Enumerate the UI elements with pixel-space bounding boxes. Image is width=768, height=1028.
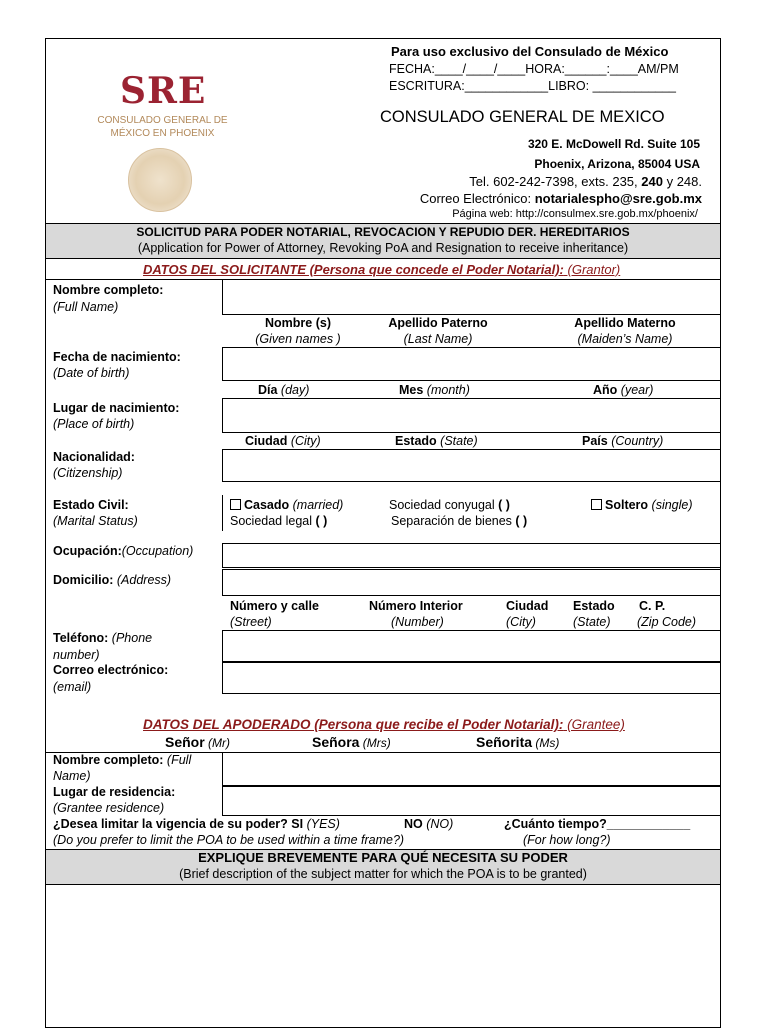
dob-label-en: (Date of birth) xyxy=(53,366,130,380)
exclusive-use-label: Para uso exclusivo del Consulado de México xyxy=(391,44,669,59)
occupation-input[interactable] xyxy=(222,543,721,568)
month-header: Mes (month) xyxy=(399,383,470,397)
email-label-en: (email) xyxy=(53,680,92,694)
single-option[interactable]: Soltero (single) xyxy=(591,498,693,512)
email-input[interactable] xyxy=(222,662,721,694)
country-header: País (Country) xyxy=(582,434,664,448)
email-label: Correo electrónico: xyxy=(53,663,169,677)
form-subtitle: (Application for Power of Attorney, Revoking PoA and Resignation to receive inheritance) xyxy=(137,241,629,255)
single-checkbox-icon xyxy=(591,499,602,510)
consulate-name: CONSULADO GENERAL DE MEXICO xyxy=(380,108,665,126)
sre-logo: SRE xyxy=(120,70,207,112)
address-state-header-en: (State) xyxy=(573,615,611,629)
website-line: Página web: http://consulmex.sre.gob.mx/phoenix/ xyxy=(452,208,698,220)
interior-number-header-en: (Number) xyxy=(391,615,444,629)
mexican-coat-of-arms-seal-icon xyxy=(128,148,192,212)
grantee-name-input[interactable] xyxy=(222,752,721,786)
nationality-label-en: (Citizenship) xyxy=(53,466,123,480)
interior-number-header: Número Interior xyxy=(369,599,463,613)
separation-option[interactable]: Separación de bienes ( ) xyxy=(391,514,528,528)
pob-input[interactable] xyxy=(222,398,721,433)
divider xyxy=(222,495,223,531)
married-checkbox-icon xyxy=(230,499,241,510)
phone-input[interactable] xyxy=(222,630,721,662)
email-line: Correo Electrónico: notarialespho@sre.gob.mx xyxy=(419,191,702,206)
grantee-name-label: Nombre completo: (Full xyxy=(53,753,192,767)
full-name-label-en: (Full Name) xyxy=(53,300,119,314)
marital-label: Estado Civil: xyxy=(53,498,129,512)
last-name-header: Apellido Paterno xyxy=(388,316,488,330)
grantee-residence-input[interactable] xyxy=(222,786,721,816)
phone-line: Tel. 602-242-7398, exts. 235, 240 y 248. xyxy=(469,174,702,189)
street-header-en: (Street) xyxy=(230,615,272,629)
pob-label-en: (Place of birth) xyxy=(53,417,135,431)
maiden-name-header: Apellido Materno xyxy=(574,316,676,330)
phone-label: Teléfono: (Phone xyxy=(53,631,153,645)
logo-subtitle: CONSULADO GENERAL DE MÉXICO EN PHOENIX xyxy=(97,115,228,139)
maiden-name-header-en: (Maiden’s Name) xyxy=(577,332,673,346)
address-city-header: Ciudad xyxy=(506,599,549,613)
last-name-header-en: (Last Name) xyxy=(403,332,473,346)
address-line-2: Phoenix, Arizona, 85004 USA xyxy=(534,157,700,171)
title-mr[interactable]: Señor (Mr) xyxy=(165,734,231,750)
marital-label-en: (Marital Status) xyxy=(53,514,138,528)
occupation-label: Ocupación:(Occupation) xyxy=(53,544,194,558)
limit-question-en: (Do you prefer to limit the POA to be used within a time frame?) xyxy=(53,833,405,847)
city-header: Ciudad (City) xyxy=(245,434,321,448)
zip-header: C. P. xyxy=(639,599,666,613)
full-name-label: Nombre completo: xyxy=(53,283,164,297)
grantee-residence-label-en: (Grantee residence) xyxy=(53,801,165,815)
escritura-libro-line: ESCRITURA:____________LIBRO: ____________ xyxy=(389,79,677,93)
explain-subtitle: (Brief description of the subject matter for which the POA is to be granted) xyxy=(179,867,587,881)
title-ms[interactable]: Señorita (Ms) xyxy=(476,734,560,750)
legal-society-option[interactable]: Sociedad legal ( ) xyxy=(230,514,328,528)
phone-label-en: number) xyxy=(53,648,100,662)
how-long-en: (For how long?) xyxy=(523,833,611,847)
street-header: Número y calle xyxy=(230,599,319,613)
full-name-input[interactable] xyxy=(222,279,721,315)
given-names-header-en: (Given names ) xyxy=(255,332,341,346)
pob-label: Lugar de nacimiento: xyxy=(53,401,180,415)
limit-question: ¿Desea limitar la vigencia de su poder? SI (YES) xyxy=(53,817,340,831)
address-label: Domicilio: (Address) xyxy=(53,573,172,587)
grantee-name-label-en: Name) xyxy=(53,769,91,783)
address-input[interactable] xyxy=(222,569,721,596)
zip-header-en: (Zip Code) xyxy=(637,615,697,629)
grantee-heading: DATOS DEL APODERADO (Persona que recibe el Poder Notarial): (Grantee) xyxy=(143,717,625,732)
state-header: Estado (State) xyxy=(395,434,478,448)
form-title: SOLICITUD PARA PODER NOTARIAL, REVOCACION Y REPUDIO DER. HEREDITARIOS xyxy=(136,225,630,239)
how-long-field[interactable]: ¿Cuánto tiempo?____________ xyxy=(504,817,691,831)
given-names-header: Nombre (s) xyxy=(265,316,331,330)
explain-title: EXPLIQUE BREVEMENTE PARA QUÉ NECESITA SU PODER xyxy=(198,850,568,865)
dob-input[interactable] xyxy=(222,347,721,381)
day-header: Día (day) xyxy=(258,383,310,397)
explain-textarea[interactable] xyxy=(47,885,719,1024)
nationality-label: Nacionalidad: xyxy=(53,450,135,464)
married-option[interactable]: Casado (married) xyxy=(230,498,343,512)
conjugal-society-option[interactable]: Sociedad conyugal ( ) xyxy=(389,498,510,512)
year-header: Año (year) xyxy=(593,383,654,397)
address-line-1: 320 E. McDowell Rd. Suite 105 xyxy=(527,137,700,151)
grantor-heading: DATOS DEL SOLICITANTE (Persona que concede el Poder Notarial): (Grantor) xyxy=(143,262,621,277)
address-state-header: Estado xyxy=(573,599,615,613)
address-city-header-en: (City) xyxy=(506,615,536,629)
dob-label: Fecha de nacimiento: xyxy=(53,350,181,364)
nationality-input[interactable] xyxy=(222,449,721,482)
fecha-hora-line: FECHA:____/____/____HORA:______:____AM/PM xyxy=(389,62,679,76)
title-mrs[interactable]: Señora (Mrs) xyxy=(312,734,391,750)
limit-no[interactable]: NO (NO) xyxy=(404,817,454,831)
grantee-residence-label: Lugar de residencia: xyxy=(53,785,176,799)
